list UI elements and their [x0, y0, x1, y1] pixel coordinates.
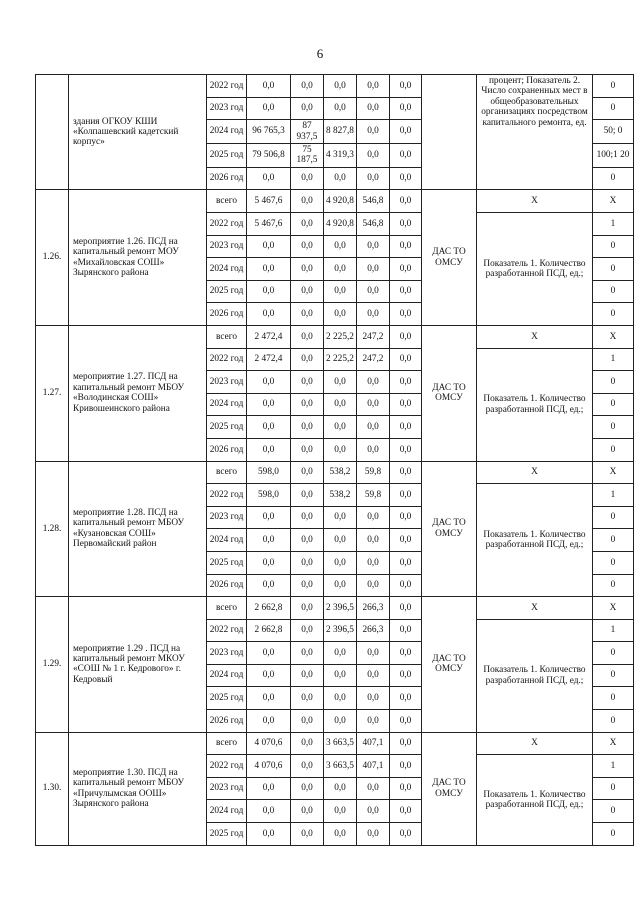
- total-cell: 598,0: [247, 461, 291, 484]
- regional-cell: 0,0: [324, 642, 357, 665]
- local-cell: 0,0: [357, 303, 390, 326]
- local-cell: 0,0: [357, 574, 390, 597]
- federal-cell: 0,0: [291, 664, 324, 687]
- year-cell: 2024 год: [207, 120, 247, 144]
- year-cell: 2023 год: [207, 235, 247, 258]
- regional-cell: 2 396,5: [324, 597, 357, 620]
- regional-cell: 3 663,5: [324, 732, 357, 755]
- regional-cell: 0,0: [324, 75, 357, 98]
- indicator-value-cell: X: [593, 597, 634, 620]
- year-cell: 2023 год: [207, 371, 247, 394]
- year-cell: 2024 год: [207, 529, 247, 552]
- regional-cell: 0,0: [324, 551, 357, 574]
- item-name: мероприятие 1.26. ПСД на капитальный ремонт МОУ «Михайловская СОШ» Зырянского района: [69, 190, 207, 326]
- federal-cell: 0,0: [291, 687, 324, 710]
- regional-cell: 0,0: [324, 416, 357, 439]
- regional-cell: 2 225,2: [324, 348, 357, 371]
- total-cell: 0,0: [247, 687, 291, 710]
- total-cell: 5 467,6: [247, 190, 291, 213]
- total-cell: 0,0: [247, 800, 291, 823]
- federal-cell: 0,0: [291, 438, 324, 461]
- federal-cell: 0,0: [291, 777, 324, 800]
- year-cell: 2024 год: [207, 258, 247, 281]
- indicator-cell: X: [477, 597, 593, 620]
- item-number: 1.26.: [36, 190, 69, 326]
- executor-cell: ДАС ТО ОМСУ: [422, 597, 477, 733]
- local-cell: 0,0: [357, 258, 390, 281]
- regional-cell: 0,0: [324, 777, 357, 800]
- other-cell: 0,0: [390, 732, 422, 755]
- indicator-value-cell: 0: [593, 167, 634, 190]
- total-cell: 4 070,6: [247, 732, 291, 755]
- indicator-cell: X: [477, 325, 593, 348]
- total-cell: 0,0: [247, 710, 291, 733]
- total-cell: 0,0: [247, 75, 291, 98]
- federal-cell: 0,0: [291, 167, 324, 190]
- year-cell: 2023 год: [207, 642, 247, 665]
- total-cell: 0,0: [247, 642, 291, 665]
- year-cell: 2023 год: [207, 777, 247, 800]
- item-name: мероприятие 1.29 . ПСД на капитальный ремонт МКОУ «СОШ № 1 г. Кедрового» г. Кедровый: [69, 597, 207, 733]
- total-cell: 2 662,8: [247, 619, 291, 642]
- federal-cell: 0,0: [291, 75, 324, 98]
- federal-cell: 0,0: [291, 325, 324, 348]
- page-number: 6: [316, 46, 324, 61]
- other-cell: 0,0: [390, 97, 422, 120]
- indicator-value-cell: 0: [593, 303, 634, 326]
- other-cell: 0,0: [390, 393, 422, 416]
- total-cell: 0,0: [247, 574, 291, 597]
- other-cell: 0,0: [390, 280, 422, 303]
- item-number: 1.29.: [36, 597, 69, 733]
- federal-cell: 87 937,5: [291, 120, 324, 144]
- year-cell: 2026 год: [207, 303, 247, 326]
- local-cell: 0,0: [357, 506, 390, 529]
- other-cell: 0,0: [390, 687, 422, 710]
- regional-cell: 0,0: [324, 97, 357, 120]
- indicator-cell: процент; Показатель 2. Число сохраненных мест в общеобразовательных организациях посредством капитального ремонта, ед.: [477, 75, 593, 190]
- other-cell: 0,0: [390, 642, 422, 665]
- other-cell: 0,0: [390, 371, 422, 394]
- local-cell: 0,0: [357, 438, 390, 461]
- year-cell: 2025 год: [207, 144, 247, 168]
- year-cell: 2025 год: [207, 823, 247, 846]
- total-cell: 0,0: [247, 393, 291, 416]
- indicator-value-cell: 0: [593, 235, 634, 258]
- item-name: мероприятие 1.27. ПСД на капитальный ремонт МБОУ «Володинская СОШ» Кривошеинского района: [69, 325, 207, 461]
- local-cell: 0,0: [357, 393, 390, 416]
- local-cell: 0,0: [357, 642, 390, 665]
- indicator-value-cell: 0: [593, 687, 634, 710]
- federal-cell: 0,0: [291, 280, 324, 303]
- indicator-value-cell: 0: [593, 393, 634, 416]
- year-cell: 2022 год: [207, 348, 247, 371]
- total-cell: 0,0: [247, 280, 291, 303]
- federal-cell: 0,0: [291, 642, 324, 665]
- indicator-value-cell: 0: [593, 280, 634, 303]
- regional-cell: 0,0: [324, 823, 357, 846]
- item-name: мероприятие 1.30. ПСД на капитальный ремонт МБОУ «Причулымская ООШ» Зырянского района: [69, 732, 207, 845]
- other-cell: 0,0: [390, 416, 422, 439]
- local-cell: 0,0: [357, 800, 390, 823]
- year-cell: 2026 год: [207, 167, 247, 190]
- total-cell: 0,0: [247, 664, 291, 687]
- table-row: [36, 597, 634, 620]
- regional-cell: 0,0: [324, 529, 357, 552]
- indicator-cell: X: [477, 461, 593, 484]
- local-cell: 0,0: [357, 416, 390, 439]
- regional-cell: 538,2: [324, 484, 357, 507]
- other-cell: 0,0: [390, 167, 422, 190]
- executor-cell: ДАС ТО ОМСУ: [422, 461, 477, 597]
- other-cell: 0,0: [390, 461, 422, 484]
- indicator-value-cell: 0: [593, 258, 634, 281]
- item-number: [36, 75, 69, 190]
- federal-cell: 0,0: [291, 506, 324, 529]
- other-cell: 0,0: [390, 213, 422, 236]
- year-cell: 2026 год: [207, 574, 247, 597]
- indicator-value-cell: 0: [593, 416, 634, 439]
- local-cell: 0,0: [357, 167, 390, 190]
- local-cell: 0,0: [357, 551, 390, 574]
- year-cell: всего: [207, 732, 247, 755]
- regional-cell: 0,0: [324, 167, 357, 190]
- total-cell: 0,0: [247, 823, 291, 846]
- year-cell: 2026 год: [207, 710, 247, 733]
- table-row: [36, 190, 634, 213]
- local-cell: 0,0: [357, 710, 390, 733]
- regional-cell: 0,0: [324, 800, 357, 823]
- item-number: 1.30.: [36, 732, 69, 845]
- other-cell: 0,0: [390, 120, 422, 144]
- other-cell: 0,0: [390, 438, 422, 461]
- year-cell: 2024 год: [207, 393, 247, 416]
- federal-cell: 0,0: [291, 732, 324, 755]
- other-cell: 0,0: [390, 664, 422, 687]
- regional-cell: 0,0: [324, 235, 357, 258]
- local-cell: 266,3: [357, 619, 390, 642]
- indicator-cell: Показатель 1. Количество разработанной ПСД, ед.;: [477, 484, 593, 597]
- indicator-value-cell: 0: [593, 75, 634, 98]
- year-cell: 2024 год: [207, 664, 247, 687]
- other-cell: 0,0: [390, 75, 422, 98]
- federal-cell: 0,0: [291, 619, 324, 642]
- other-cell: 0,0: [390, 777, 422, 800]
- regional-cell: 0,0: [324, 303, 357, 326]
- regional-cell: 0,0: [324, 710, 357, 733]
- local-cell: 546,8: [357, 213, 390, 236]
- regional-cell: 0,0: [324, 371, 357, 394]
- other-cell: 0,0: [390, 506, 422, 529]
- year-cell: 2026 год: [207, 438, 247, 461]
- regional-cell: 4 920,8: [324, 190, 357, 213]
- federal-cell: 0,0: [291, 529, 324, 552]
- other-cell: 0,0: [390, 235, 422, 258]
- local-cell: 59,8: [357, 484, 390, 507]
- indicator-value-cell: 0: [593, 551, 634, 574]
- local-cell: 0,0: [357, 371, 390, 394]
- federal-cell: 0,0: [291, 371, 324, 394]
- executor-cell: ДАС ТО ОМСУ: [422, 190, 477, 326]
- indicator-cell: Показатель 1. Количество разработанной ПСД, ед.;: [477, 348, 593, 461]
- federal-cell: 0,0: [291, 574, 324, 597]
- regional-cell: 0,0: [324, 258, 357, 281]
- item-number: 1.28.: [36, 461, 69, 597]
- indicator-value-cell: X: [593, 325, 634, 348]
- year-cell: 2023 год: [207, 506, 247, 529]
- year-cell: 2025 год: [207, 416, 247, 439]
- executor-cell: ДАС ТО ОМСУ: [422, 325, 477, 461]
- item-name: здания ОГКОУ КШИ «Колпашевский кадетский корпус»: [69, 75, 207, 190]
- local-cell: 0,0: [357, 97, 390, 120]
- total-cell: 2 472,4: [247, 348, 291, 371]
- total-cell: 0,0: [247, 551, 291, 574]
- federal-cell: 0,0: [291, 97, 324, 120]
- indicator-value-cell: 0: [593, 664, 634, 687]
- federal-cell: 0,0: [291, 800, 324, 823]
- indicator-value-cell: 1: [593, 619, 634, 642]
- indicator-cell: X: [477, 190, 593, 213]
- executor-cell: [422, 75, 477, 190]
- indicator-value-cell: 1: [593, 348, 634, 371]
- regional-cell: 4 319,3: [324, 144, 357, 168]
- federal-cell: 0,0: [291, 258, 324, 281]
- regional-cell: 4 920,8: [324, 213, 357, 236]
- indicator-cell: Показатель 1. Количество разработанной ПСД, ед.;: [477, 755, 593, 845]
- total-cell: 0,0: [247, 258, 291, 281]
- other-cell: 0,0: [390, 823, 422, 846]
- indicator-value-cell: 0: [593, 506, 634, 529]
- federal-cell: 0,0: [291, 461, 324, 484]
- total-cell: 4 070,6: [247, 755, 291, 778]
- other-cell: 0,0: [390, 303, 422, 326]
- year-cell: 2025 год: [207, 280, 247, 303]
- indicator-cell: Показатель 1. Количество разработанной ПСД, ед.;: [477, 213, 593, 326]
- regional-cell: 0,0: [324, 506, 357, 529]
- regional-cell: 0,0: [324, 438, 357, 461]
- year-cell: 2025 год: [207, 551, 247, 574]
- total-cell: 2 472,4: [247, 325, 291, 348]
- table-row: [36, 75, 634, 98]
- local-cell: 247,2: [357, 325, 390, 348]
- total-cell: 0,0: [247, 97, 291, 120]
- local-cell: 0,0: [357, 120, 390, 144]
- federal-cell: 0,0: [291, 213, 324, 236]
- year-cell: 2022 год: [207, 213, 247, 236]
- indicator-value-cell: 0: [593, 371, 634, 394]
- program-table: [35, 74, 634, 846]
- local-cell: 0,0: [357, 823, 390, 846]
- year-cell: 2022 год: [207, 755, 247, 778]
- local-cell: 0,0: [357, 529, 390, 552]
- executor-cell: ДАС ТО ОМСУ: [422, 732, 477, 845]
- total-cell: 0,0: [247, 167, 291, 190]
- indicator-value-cell: 0: [593, 438, 634, 461]
- indicator-value-cell: 1: [593, 213, 634, 236]
- other-cell: 0,0: [390, 619, 422, 642]
- item-name: мероприятие 1.28. ПСД на капитальный ремонт МБОУ «Кузановская СОШ» Первомайский район: [69, 461, 207, 597]
- indicator-cell: X: [477, 732, 593, 755]
- federal-cell: 0,0: [291, 597, 324, 620]
- total-cell: 0,0: [247, 529, 291, 552]
- indicator-value-cell: 0: [593, 642, 634, 665]
- local-cell: 0,0: [357, 664, 390, 687]
- federal-cell: 0,0: [291, 190, 324, 213]
- local-cell: 0,0: [357, 280, 390, 303]
- federal-cell: 0,0: [291, 303, 324, 326]
- total-cell: 96 765,3: [247, 120, 291, 144]
- other-cell: 0,0: [390, 800, 422, 823]
- other-cell: 0,0: [390, 190, 422, 213]
- other-cell: 0,0: [390, 529, 422, 552]
- local-cell: 407,1: [357, 755, 390, 778]
- local-cell: 546,8: [357, 190, 390, 213]
- local-cell: 247,2: [357, 348, 390, 371]
- indicator-value-cell: 50; 0: [593, 120, 634, 144]
- federal-cell: 0,0: [291, 416, 324, 439]
- local-cell: 0,0: [357, 687, 390, 710]
- federal-cell: 0,0: [291, 823, 324, 846]
- local-cell: 59,8: [357, 461, 390, 484]
- year-cell: всего: [207, 325, 247, 348]
- indicator-value-cell: 0: [593, 529, 634, 552]
- indicator-value-cell: X: [593, 461, 634, 484]
- regional-cell: 538,2: [324, 461, 357, 484]
- indicator-value-cell: 1: [593, 484, 634, 507]
- indicator-value-cell: X: [593, 732, 634, 755]
- indicator-value-cell: 0: [593, 97, 634, 120]
- local-cell: 0,0: [357, 144, 390, 168]
- federal-cell: 0,0: [291, 551, 324, 574]
- total-cell: 5 467,6: [247, 213, 291, 236]
- regional-cell: 2 225,2: [324, 325, 357, 348]
- year-cell: всего: [207, 190, 247, 213]
- other-cell: 0,0: [390, 710, 422, 733]
- year-cell: всего: [207, 597, 247, 620]
- regional-cell: 8 827,8: [324, 120, 357, 144]
- year-cell: 2024 год: [207, 800, 247, 823]
- federal-cell: 0,0: [291, 235, 324, 258]
- other-cell: 0,0: [390, 325, 422, 348]
- table-row: [36, 325, 634, 348]
- year-cell: 2023 год: [207, 97, 247, 120]
- indicator-value-cell: 100;1 20: [593, 144, 634, 168]
- local-cell: 0,0: [357, 777, 390, 800]
- local-cell: 0,0: [357, 235, 390, 258]
- indicator-value-cell: 1: [593, 755, 634, 778]
- regional-cell: 0,0: [324, 687, 357, 710]
- indicator-cell: Показатель 1. Количество разработанной ПСД, ед.;: [477, 619, 593, 732]
- total-cell: 0,0: [247, 416, 291, 439]
- table-row: [36, 732, 634, 755]
- total-cell: 598,0: [247, 484, 291, 507]
- other-cell: 0,0: [390, 144, 422, 168]
- year-cell: 2025 год: [207, 687, 247, 710]
- other-cell: 0,0: [390, 574, 422, 597]
- year-cell: 2022 год: [207, 619, 247, 642]
- indicator-value-cell: X: [593, 190, 634, 213]
- other-cell: 0,0: [390, 348, 422, 371]
- item-number: 1.27.: [36, 325, 69, 461]
- year-cell: 2022 год: [207, 484, 247, 507]
- indicator-value-cell: 0: [593, 777, 634, 800]
- other-cell: 0,0: [390, 551, 422, 574]
- year-cell: 2022 год: [207, 75, 247, 98]
- local-cell: 266,3: [357, 597, 390, 620]
- federal-cell: 0,0: [291, 393, 324, 416]
- federal-cell: 0,0: [291, 348, 324, 371]
- total-cell: 0,0: [247, 303, 291, 326]
- regional-cell: 0,0: [324, 664, 357, 687]
- other-cell: 0,0: [390, 258, 422, 281]
- indicator-value-cell: 0: [593, 574, 634, 597]
- total-cell: 0,0: [247, 235, 291, 258]
- total-cell: 0,0: [247, 506, 291, 529]
- federal-cell: 0,0: [291, 484, 324, 507]
- other-cell: 0,0: [390, 597, 422, 620]
- indicator-value-cell: 0: [593, 710, 634, 733]
- federal-cell: 0,0: [291, 710, 324, 733]
- other-cell: 0,0: [390, 484, 422, 507]
- federal-cell: 0,0: [291, 755, 324, 778]
- federal-cell: 75 187,5: [291, 144, 324, 168]
- total-cell: 0,0: [247, 371, 291, 394]
- total-cell: 2 662,8: [247, 597, 291, 620]
- local-cell: 0,0: [357, 75, 390, 98]
- total-cell: 0,0: [247, 438, 291, 461]
- total-cell: 79 506,8: [247, 144, 291, 168]
- table-row: [36, 461, 634, 484]
- local-cell: 407,1: [357, 732, 390, 755]
- year-cell: всего: [207, 461, 247, 484]
- indicator-value-cell: 0: [593, 800, 634, 823]
- total-cell: 0,0: [247, 777, 291, 800]
- indicator-value-cell: 0: [593, 823, 634, 846]
- regional-cell: 0,0: [324, 574, 357, 597]
- regional-cell: 0,0: [324, 393, 357, 416]
- other-cell: 0,0: [390, 755, 422, 778]
- regional-cell: 2 396,5: [324, 619, 357, 642]
- regional-cell: 3 663,5: [324, 755, 357, 778]
- regional-cell: 0,0: [324, 280, 357, 303]
